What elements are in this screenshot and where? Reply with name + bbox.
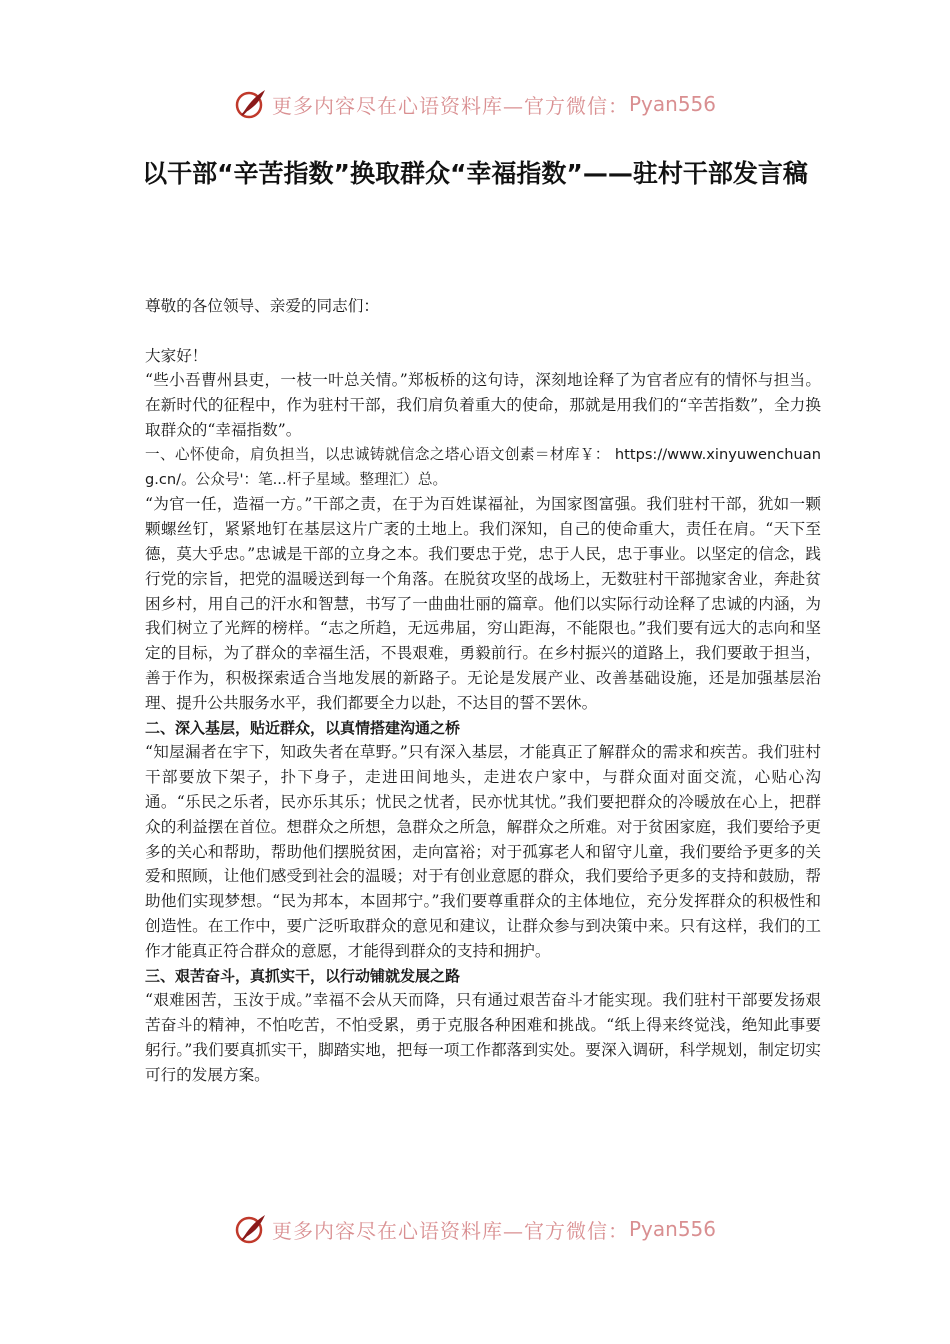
section-2-heading: 二、深入基层，贴近群众，以真情搭建沟通之桥 xyxy=(145,718,461,737)
section-3-heading: 三、艰苦奋斗，真抓实干，以行动铺就发展之路 xyxy=(145,966,461,985)
document-body xyxy=(145,294,821,1088)
section-3-body: “艰难困苦，玉汝于成。”幸福不会从天而降，只有通过艰苦奋斗才能实现。我们驻村干部要发扬艰苦奋斗的精神，不怕吃苦，不怕受累，勇于克服各种困难和挑战。“纸上得来终觉浅，绝知此事要躬行。”我们要真抓实干，脚踏实地，把每一项工作都落到实处。要深入调研，科学规划，制定切实可行的发展方案。 xyxy=(145,991,821,1084)
wechat-id: Pyan556 xyxy=(628,92,716,116)
greeting: 大家好！ xyxy=(145,346,208,365)
section-1-heading: 一、心怀使命，肩负担当，以忠诚铸就信念之塔心语文创素＝材库￥： https://www.xinyuwenchuang.cn/。公众号'：笔...杆子星域。整理汇）总。 xyxy=(145,445,821,488)
footer-banner xyxy=(0,1209,950,1249)
quill-pen-logo-icon xyxy=(234,1212,268,1246)
banner-content xyxy=(234,87,716,121)
wechat-id: Pyan556 xyxy=(628,1217,716,1241)
section-1-body: “为官一任，造福一方。”干部之责，在于为百姓谋福祉，为国家图富强。我们驻村干部，犹如一颗颗螺丝钉，紧紧地钉在基层这片广袤的土地上。我们深知，自己的使命重大，责任在肩。“天下至德，莫大乎忠。”忠诚是干部的立身之本。我们要忠于党，忠于人民，忠于事业。以坚定的信念，践行党的宗旨，把党的温暖送到每一个角落。在脱贫攻坚的战场上，无数驻村干部抛家舍业，奔赴贫困乡村，用自己的汗水和智慧，书写了一曲曲壮丽的篇章。他们以实际行动诠释了忠诚的内涵，为我们树立了光辉的榜样。“志之所趋，无远弗届，穷山距海，不能限也。”我们要有远大的志向和坚定的目标，为了群众的幸福生活，不畏艰难，勇毅前行。在乡村振兴的道路上，我们要敢于担当，善于作为，积极探索适合当地发展的新路子。无论是发展产业、改善基础设施，还是加强基层治理、提升公共服务水平，我们都要全力以赴，不达目的誓不罢休。 xyxy=(145,495,821,712)
quill-pen-logo-icon xyxy=(234,87,268,121)
banner-content xyxy=(234,1212,716,1246)
page-title: 以干部“辛苦指数”换取群众“幸福指数”——驻村干部发言稿 xyxy=(142,159,808,188)
header-banner xyxy=(0,84,950,124)
banner-text: 更多内容尽在心语资料库—官方微信： xyxy=(271,1218,629,1243)
banner-text: 更多内容尽在心语资料库—官方微信： xyxy=(271,93,629,118)
section-2-body: “知屋漏者在宇下，知政失者在草野。”只有深入基层，才能真正了解群众的需求和疾苦。我们驻村干部要放下架子，扑下身子，走进田间地头，走进农户家中，与群众面对面交流，心贴心沟通。“乐民之乐者，民亦乐其乐；忧民之忧者，民亦忧其忧。”我们要把群众的冷暖放在心上，把群众的利益摆在首位。想群众之所想，急群众之所急，解群众之所难。对于贫困家庭，我们要给予更多的关心和帮助，帮助他们摆脱贫困，走向富裕；对于孤寡老人和留守儿童，我们要给予更多的关爱和照顾，让他们感受到社会的温暖；对于有创业意愿的群众，我们要给予更多的支持和鼓励，帮助他们实现梦想。“民为邦本，本固邦宁。”我们要尊重群众的主体地位，充分发挥群众的积极性和创造性。在工作中，要广泛听取群众的意见和建议，让群众参与到决策中来。只有这样，我们的工作才能真正符合群众的意愿，才能得到群众的支持和拥护。 xyxy=(145,743,821,960)
salutation: 尊敬的各位领导、亲爱的同志们： xyxy=(145,297,379,315)
intro-paragraph: “些小吾曹州县吏，一枝一叶总关情。”郑板桥的这句诗，深刻地诠释了为官者应有的情怀与担当。在新时代的征程中，作为驻村干部，我们肩负着重大的使命，那就是用我们的“辛苦指数”，全力换取群众的“幸福指数”。 xyxy=(145,371,821,439)
